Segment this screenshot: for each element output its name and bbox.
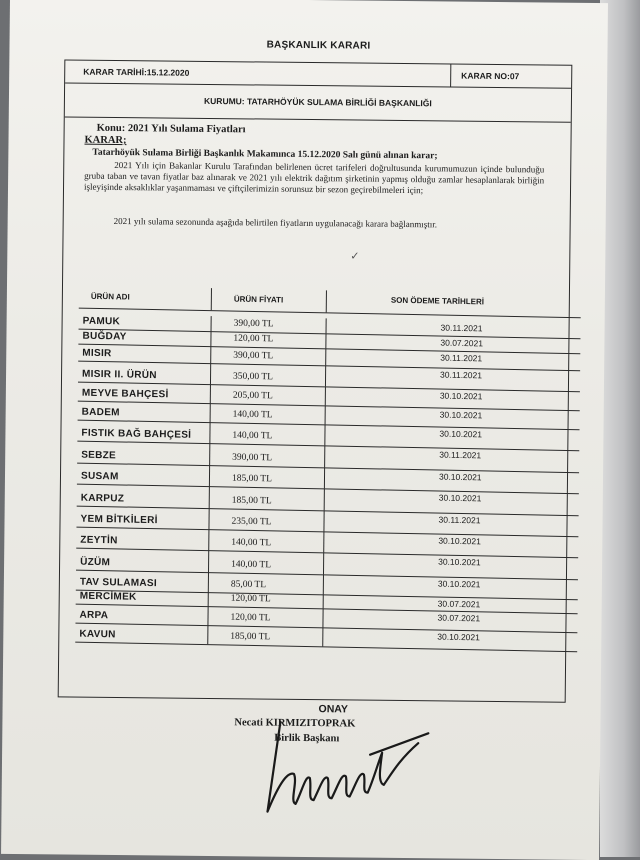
approver-title: Birlik Başkanı <box>274 732 340 745</box>
price-cell <box>210 384 325 405</box>
product-name: MEYVE BAHÇESİ <box>81 387 169 401</box>
product-price: 350,00 TL <box>233 371 274 383</box>
product-name: FISTIK BAĞ BAHÇESİ <box>81 427 192 441</box>
price-cell <box>209 443 324 467</box>
decision-number: KARAR NO:07 <box>461 70 520 82</box>
price-cell <box>210 346 325 365</box>
product-price: 390,00 TL <box>233 318 274 330</box>
product-price: 120,00 TL <box>233 333 274 345</box>
product-name: MERCİMEK <box>79 590 137 603</box>
product-cell <box>76 570 208 593</box>
price-cell <box>208 529 323 552</box>
product-cell <box>76 548 208 573</box>
product-price: 140,00 TL <box>231 559 272 571</box>
price-cell <box>209 465 324 488</box>
due-date: 30.11.2021 <box>440 369 483 381</box>
product-cell <box>75 623 207 645</box>
institution-name: KURUMU: TATARHÖYÜK SULAMA BİRLİĞİ BAŞKANLIĞI <box>204 95 432 109</box>
decision-paragraph-1 <box>84 160 544 198</box>
price-cell <box>208 508 323 531</box>
due-date: 30.11.2021 <box>438 514 481 526</box>
product-price: 185,00 TL <box>230 631 271 643</box>
due-date: 30.07.2021 <box>440 337 484 349</box>
approval-label: ONAY <box>318 703 349 716</box>
product-price: 140,00 TL <box>231 537 272 549</box>
product-name: ARPA <box>79 609 109 622</box>
product-cell <box>76 506 208 530</box>
product-price: 185,00 TL <box>231 495 272 507</box>
due-date: 30.10.2021 <box>439 428 483 440</box>
handwritten-signature <box>249 711 440 823</box>
header-product: ÜRÜN ADI <box>90 291 130 302</box>
product-name: MISIR II. ÜRÜN <box>82 368 157 382</box>
due-date: 30.07.2021 <box>437 598 481 610</box>
price-cell <box>207 606 322 627</box>
decision-paragraph-2 <box>84 216 544 232</box>
header-cell <box>211 288 326 312</box>
due-date: 30.10.2021 <box>438 492 482 504</box>
price-cell <box>209 486 324 510</box>
due-date: 30.10.2021 <box>439 409 483 421</box>
price-cell <box>209 422 324 445</box>
product-cell <box>78 361 210 385</box>
header-cell <box>79 286 211 311</box>
product-name: BADEM <box>81 406 120 419</box>
product-cell <box>77 441 209 466</box>
paragraph-2-text: 2021 yılı sulama sezonunda aşağıda belirtilen fiyatların uygulanacağı karara bağlanmıştır. <box>113 215 438 230</box>
due-date: 30.10.2021 <box>439 390 483 402</box>
decision-lead: Tatarhöyük Sulama Birliği Başkanlık Makamınca 15.12.2020 Salı günü alınan karar; <box>92 147 438 162</box>
due-date: 30.11.2021 <box>439 449 482 461</box>
price-cell <box>208 550 323 574</box>
product-cell <box>78 382 210 404</box>
document-page <box>1 0 608 860</box>
product-cell <box>77 463 209 487</box>
product-name: BUĞDAY <box>82 330 127 343</box>
product-price: 185,00 TL <box>231 473 272 485</box>
approver-name: Necati KIRMIZITOPRAK <box>234 717 356 730</box>
header-row-institution <box>65 82 571 122</box>
product-name: KAVUN <box>79 628 116 641</box>
decision-date: KARAR TARİHİ:15.12.2020 <box>83 66 190 78</box>
product-name: PAMUK <box>82 315 121 328</box>
price-cell <box>208 572 323 594</box>
product-price: 120,00 TL <box>230 593 271 605</box>
price-cell <box>210 363 325 386</box>
product-price: 140,00 TL <box>232 409 273 421</box>
decision-heading: KARAR; <box>84 134 127 147</box>
due-date: 30.10.2021 <box>438 471 482 483</box>
subject-line: Konu: 2021 Yılı Sulama Fiyatları <box>96 122 246 136</box>
due-date: 30.11.2021 <box>440 352 483 364</box>
product-cell <box>76 527 208 551</box>
due-date: 30.10.2021 <box>438 556 481 568</box>
product-cell <box>77 484 209 509</box>
product-name: TAV SULAMASI <box>79 576 158 590</box>
decision-number-cell <box>450 64 571 87</box>
header-due-date: SON ÖDEME TARİHLERİ <box>390 295 485 307</box>
product-name: SEBZE <box>81 449 117 462</box>
margin-checkmark: ✓ <box>350 250 360 263</box>
due-date: 30.10.2021 <box>437 631 480 643</box>
product-name: SUSAM <box>80 470 119 483</box>
product-cell <box>77 420 209 444</box>
product-price: 390,00 TL <box>232 452 273 464</box>
price-cell <box>207 625 322 646</box>
product-cell <box>78 401 210 423</box>
product-name: MISIR <box>82 347 112 360</box>
product-cell <box>75 604 207 626</box>
price-table <box>75 286 581 652</box>
due-date: 30.11.2021 <box>440 322 483 334</box>
header-price: ÜRÜN FİYATI <box>233 294 284 305</box>
product-price: 120,00 TL <box>230 612 271 624</box>
product-name: KARPUZ <box>80 492 125 505</box>
due-date: 30.10.2021 <box>438 535 481 547</box>
document-title: BAŞKANLIK KARARI <box>266 39 371 52</box>
product-price: 390,00 TL <box>233 350 274 362</box>
product-name: YEM BİTKİLERİ <box>80 513 158 527</box>
product-price: 140,00 TL <box>232 430 273 442</box>
product-price: 85,00 TL <box>230 579 267 591</box>
product-name: ÜZÜM <box>80 556 111 569</box>
price-cell <box>210 403 325 424</box>
due-date: 30.07.2021 <box>437 612 481 624</box>
paragraph-1-text: 2021 Yılı için Bakanlar Kurulu Tarafından belirlenen ücret tarifeleri doğrultusunda kurumumuzun içinde bulunduğu gruba taban ve tavan fiyatlar baz alınarak ve 2021 yılı elektrik dağıtım şirketinin yapmış olduğu zamlar hesaplanlarak birliğin işleyişinde aksaklıklar yaşanmaması ve çiftçilerimizin sorunsuz bir sezon geçirebilmeleri için; <box>83 159 545 196</box>
product-name: ZEYTİN <box>80 534 118 547</box>
due-date: 30.10.2021 <box>437 578 481 590</box>
product-price: 205,00 TL <box>232 390 273 402</box>
product-price: 235,00 TL <box>231 516 272 528</box>
